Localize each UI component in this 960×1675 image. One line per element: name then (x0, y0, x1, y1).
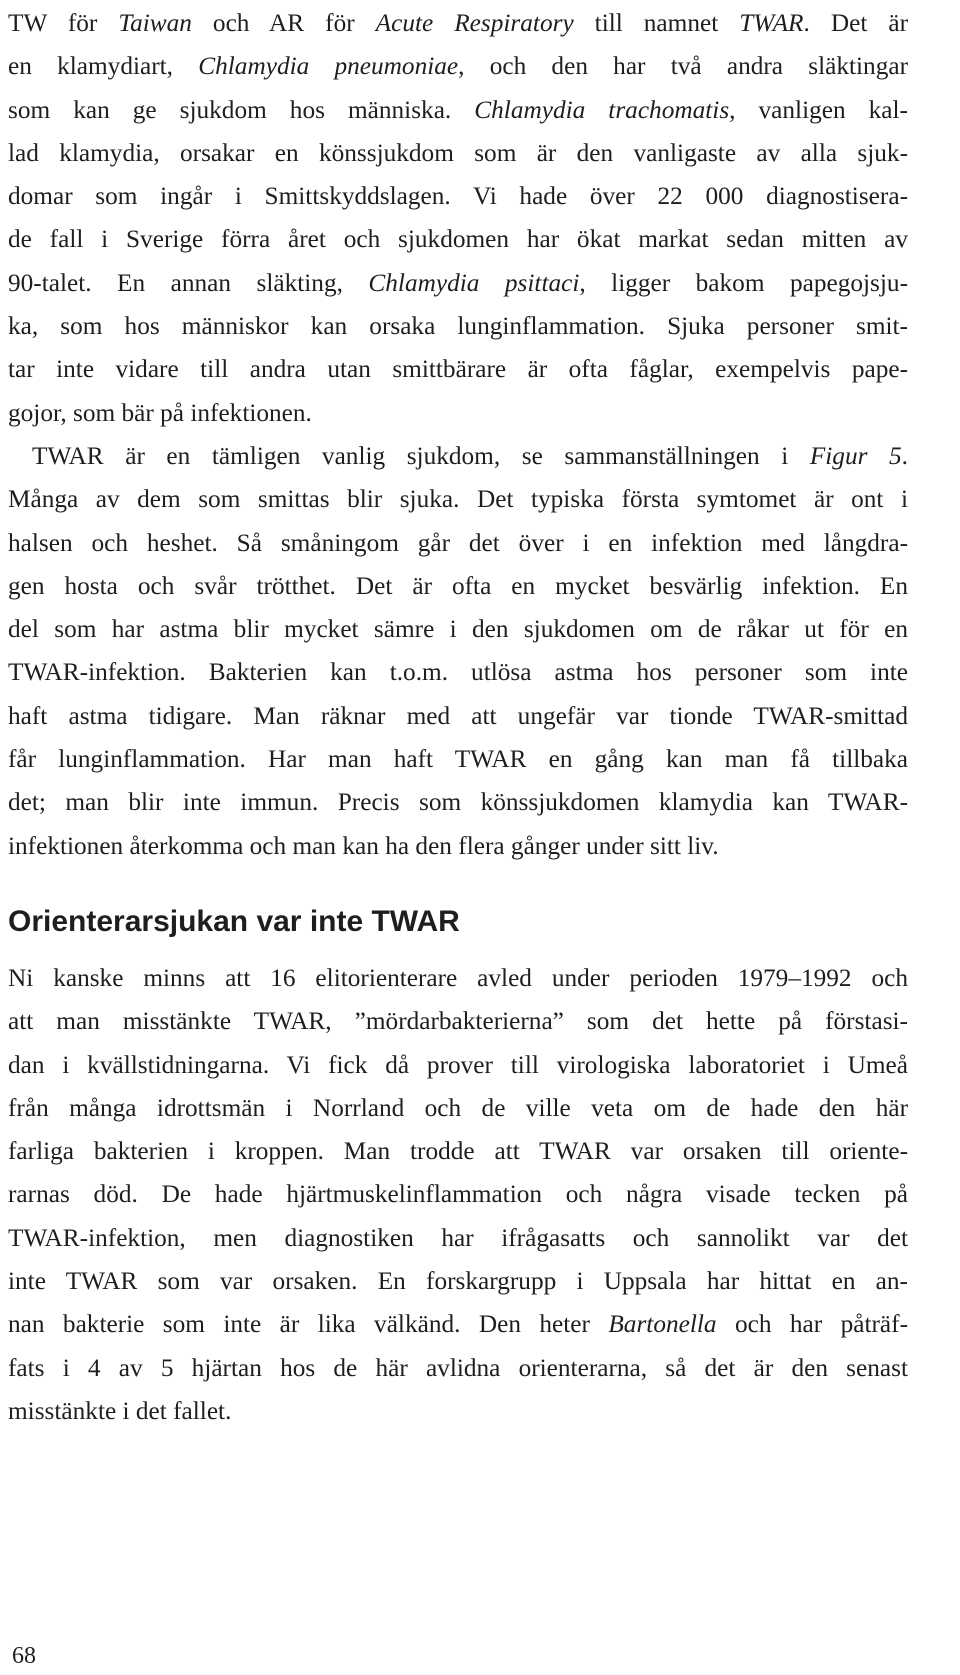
italic-term: Chlamydia pneumoniae (198, 52, 459, 81)
text-line: TWAR är en tämligen vanlig sjukdom, se sammanställningen i Figur 5. (32, 441, 908, 470)
text-line: får lunginflammation. Har man haft TWAR en gång kan man få tillbaka (8, 745, 908, 774)
italic-term: TWAR (739, 9, 804, 37)
italic-term: Bartonella (608, 1310, 717, 1339)
text-line: TW för Taiwan och AR för Acute Respiratory till namnet TWAR. Det är (8, 9, 908, 37)
text-line: haft astma tidigare. Man räknar med att ungefär var tionde TWAR-smittad (8, 701, 908, 730)
text-line: Många av dem som smittas blir sjuka. Det typiska första symtomet är ont i (8, 485, 908, 514)
text-line: rarnas död. De hade hjärtmuskelinflammation och några visade tecken på (8, 1180, 908, 1209)
text-line: gojor, som bär på infektionen. (8, 398, 312, 427)
italic-term: Figur 5 (809, 441, 902, 470)
text-line: del som har astma blir mycket sämre i den sjukdomen om de råkar ut för en (8, 615, 908, 644)
text-line: en klamydiart, Chlamydia pneumoniae, och den har två andra släktingar (8, 52, 908, 81)
italic-term: Chlamydia trachomatis (474, 95, 730, 124)
text-line: farliga bakterien i kroppen. Man trodde att TWAR var orsaken till oriente- (8, 1137, 908, 1166)
text-line: fats i 4 av 5 hjärtan hos de här avlidna orienterarna, så det är den senast (8, 1353, 908, 1382)
text-line: domar som ingår i Smittskyddslagen. Vi hade över 22 000 diagnostisera- (8, 182, 908, 211)
text-line: de fall i Sverige förra året och sjukdomen har ökat markat sedan mitten av (8, 225, 908, 254)
text-line: nan bakterie som inte är lika välkänd. Den heter Bartonella och har påträf- (8, 1310, 908, 1339)
text-line: Ni kanske minns att 16 elitorienterare avled under perioden 1979–1992 och (8, 964, 908, 992)
paragraph-chlamydia-relatives (8, 2, 908, 435)
page-number: 68 (12, 1643, 36, 1669)
text-line: att man misstänkte TWAR, ”mördarbakterierna” som det hette på förstasi- (8, 1007, 908, 1036)
text-line: misstänkte i det fallet. (8, 1396, 232, 1425)
text-line: lad klamydia, orsakar en könssjukdom som är den vanligaste av alla sjuk- (8, 138, 908, 167)
text-line: tar inte vidare till andra utan smittbärare är ofta fåglar, exempelvis pape- (8, 355, 908, 384)
text-line: ka, som hos människor kan orsaka lunginflammation. Sjuka personer smit- (8, 312, 908, 341)
text-line: gen hosta och svår trötthet. Det är ofta en mycket besvärlig infektion. En (8, 571, 908, 600)
text-line: infektionen återkomma och man kan ha den flera gånger under sitt liv. (8, 831, 719, 860)
text-line: som kan ge sjukdom hos människa. Chlamydia trachomatis, vanligen kal- (8, 95, 908, 124)
text-line: halsen och heshet. Så småningom går det över i en infektion med långdra- (8, 528, 908, 557)
text-line: 90-talet. En annan släkting, Chlamydia psittaci, ligger bakom papegojsju- (8, 268, 909, 297)
section-heading: Orienterarsjukan var inte TWAR (8, 905, 460, 938)
text-line: dan i kvällstidningarna. Vi fick då prover till virologiska laboratoriet i Umeå (8, 1050, 908, 1079)
paragraph-orienteers (8, 957, 908, 1433)
italic-term: Chlamydia psittaci (368, 268, 580, 297)
paragraph-twar-symptoms (8, 435, 908, 868)
text-line: TWAR-infektion. Bakterien kan t.o.m. utlösa astma hos personer som inte (8, 658, 908, 687)
text-line: det; man blir inte immun. Precis som könssjukdomen klamydia kan TWAR- (8, 788, 908, 817)
italic-term: Taiwan (118, 9, 192, 37)
text-line: TWAR-infektion, men diagnostiken har ifrågasatts och sannolikt var det (8, 1223, 908, 1252)
italic-term: Acute Respiratory (375, 9, 574, 37)
text-line: inte TWAR som var orsaken. En forskargrupp i Uppsala har hittat en an- (8, 1267, 908, 1296)
document-page (8, 2, 909, 1425)
text-line: från många idrottsmän i Norrland och de ville veta om de hade den här (8, 1093, 908, 1122)
